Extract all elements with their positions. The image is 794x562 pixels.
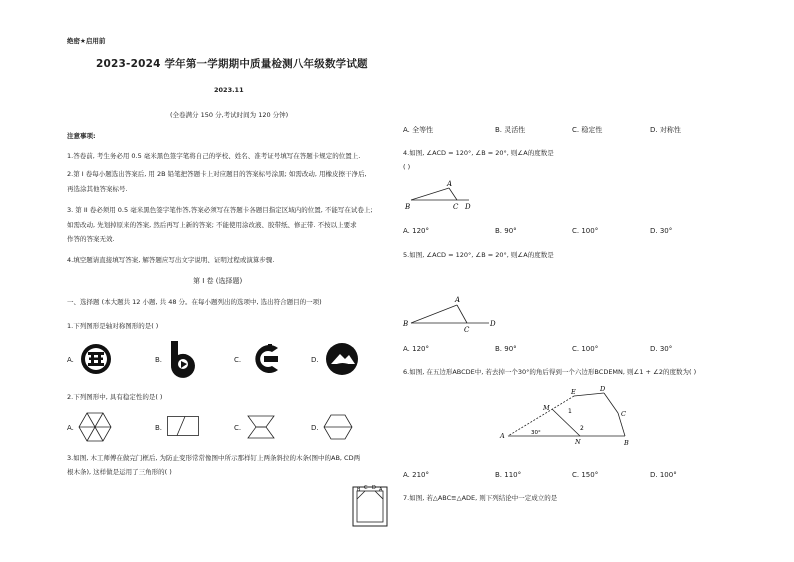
q5-option-d: D. 30° xyxy=(650,345,673,353)
q4-label-b: B xyxy=(405,203,411,211)
rectangle-with-diagonal-icon xyxy=(167,416,199,436)
q4-option-d: D. 30° xyxy=(650,227,673,235)
q5-option-b: B. 90° xyxy=(495,345,517,353)
q5-option-c: C. 100° xyxy=(572,345,599,353)
q5-triangle-figure xyxy=(401,292,501,332)
note-3a: 3. 第 II 卷必须用 0.5 毫米黑色签字笔作答,答案必须写在答题卡各题目指定区域内的位置, 不能写在试卷上; xyxy=(67,206,373,214)
q5-label-b: B xyxy=(403,320,409,328)
q2-label-a: A. xyxy=(67,424,74,432)
q6-label-m: M xyxy=(543,404,550,412)
q6-label-n: N xyxy=(575,438,581,446)
q6-label-d: D xyxy=(600,385,606,393)
q6-option-d: D. 100° xyxy=(650,471,677,479)
q6-label-e: E xyxy=(571,388,576,396)
q5-label-c: C xyxy=(464,326,470,334)
q4-stem: 4.如图, ∠ACD = 120°, ∠B = 20°, 则∠A的度数是 xyxy=(403,149,554,157)
note-4: 4.填空题请直接填写答案, 解答题应写出文字说明、证明过程或演算步骤. xyxy=(67,256,275,264)
bank-logo-c-icon xyxy=(248,342,282,376)
q3-label-a: A xyxy=(379,487,383,493)
q6-label-a: A xyxy=(500,432,505,440)
hexagon-triangulated-icon xyxy=(78,412,112,442)
notes-heading: 注意事项: xyxy=(67,132,96,140)
q1-label-c: C. xyxy=(234,356,242,364)
bank-logo-a-icon xyxy=(80,343,112,375)
q6-label-b: B xyxy=(624,439,629,447)
section-title: 第 I 卷 (选择题) xyxy=(193,277,243,285)
exam-date: 2023.11 xyxy=(214,86,244,94)
q3-label-c: C xyxy=(364,485,368,491)
q6-angle-1: 1 xyxy=(568,408,572,415)
q3-label-b: B xyxy=(357,487,361,493)
q2-label-b: B. xyxy=(155,424,163,432)
q5-label-d: D xyxy=(490,320,496,328)
q4-label-a: A xyxy=(447,180,453,188)
q1-label-a: A. xyxy=(67,356,74,364)
q1-stem: 1.下列图形是轴对称图形的是( ) xyxy=(67,322,159,330)
q6-stem: 6.如图, 在五边形ABCDE中, 若去掉一个30°的角后得到一个六边形BCDEMN, 则∠1 + ∠2的度数为( ) xyxy=(403,368,697,376)
q3-label-d: D xyxy=(372,485,376,491)
q5-option-a: A. 120° xyxy=(403,345,429,353)
q1-label-d: D. xyxy=(311,356,319,364)
score-note: (全卷满分 150 分,考试时间为 120 分钟) xyxy=(170,111,289,119)
q5-label-a: A xyxy=(455,296,461,304)
q4-triangle-figure xyxy=(405,176,480,212)
q3-option-c: C. 稳定性 xyxy=(572,126,603,134)
q6-option-a: A. 210° xyxy=(403,471,429,479)
q4-option-c: C. 100° xyxy=(572,227,599,235)
q4-paren: ( ) xyxy=(403,163,411,171)
bank-logo-b-icon xyxy=(167,341,203,377)
note-3c: 作答的答案无效. xyxy=(67,235,115,243)
q2-label-c: C. xyxy=(234,424,242,432)
q3-stem-a: 3.如图, 木工师傅在做完门框后, 为防止变形常常像图中所示那样钉上两条斜拉的木条(图中的AB, CD两 xyxy=(67,454,361,462)
q5-stem: 5.如图, ∠ACD = 120°, ∠B = 20°, 则∠A的度数是 xyxy=(403,251,554,259)
q6-pentagon-figure xyxy=(500,385,640,447)
exam-title: 2023-2024 学年第一学期期中质量检测八年级数学试题 xyxy=(96,58,368,70)
q6-option-c: C. 150° xyxy=(572,471,599,479)
q7-stem: 7.如图, 若△ABC≌△ADE, 则下列结论中一定成立的是 xyxy=(403,494,558,502)
note-2b: 再选涂其他答案标号. xyxy=(67,185,128,193)
q6-option-b: B. 110° xyxy=(495,471,522,479)
q3-stem-b: 根木条), 这样做是运用了三角形的( ) xyxy=(67,468,172,476)
q3-option-d: D. 对称性 xyxy=(650,126,681,134)
q3-option-b: B. 灵活性 xyxy=(495,126,526,134)
secret-label: 绝密★启用前 xyxy=(67,37,106,45)
note-1: 1.答卷前, 考生务必用 0.5 毫米黑色签字笔将自己的学校、姓名、准考证号填写在答题卡规定的位置上. xyxy=(67,152,361,160)
note-2a: 2.第 I 卷每小题选出答案后, 用 2B 铅笔把答题卡上对应题目的答案标号涂黑; 如需改动, 用橡皮擦干净后, xyxy=(67,170,367,178)
bank-logo-d-icon xyxy=(325,342,359,376)
hexagon-split-icon xyxy=(323,414,353,440)
q6-label-c: C xyxy=(621,410,626,418)
door-frame-figure xyxy=(352,484,392,528)
q4-label-c: C xyxy=(453,203,459,211)
trapezoid-pair-icon xyxy=(247,415,275,439)
q6-angle-30: 30° xyxy=(531,430,541,436)
q2-stem: 2.下列图形中, 具有稳定性的是( ) xyxy=(67,393,163,401)
q3-option-a: A. 全等性 xyxy=(403,126,434,134)
q2-label-d: D. xyxy=(311,424,319,432)
q4-option-b: B. 90° xyxy=(495,227,517,235)
note-3b: 如需改动, 先划掉原来的答案, 然后再写上新的答案; 不能使用涂改液、胶带纸、修正带. 不按以上要求 xyxy=(67,221,357,229)
q6-angle-2: 2 xyxy=(580,425,584,432)
q4-label-d: D xyxy=(465,203,471,211)
section-intro: 一、选择题 (本大题共 12 小题, 共 48 分。在每小题列出的选项中, 选出符合题目的一项) xyxy=(67,298,322,306)
q4-option-a: A. 120° xyxy=(403,227,429,235)
q1-label-b: B. xyxy=(155,356,163,364)
